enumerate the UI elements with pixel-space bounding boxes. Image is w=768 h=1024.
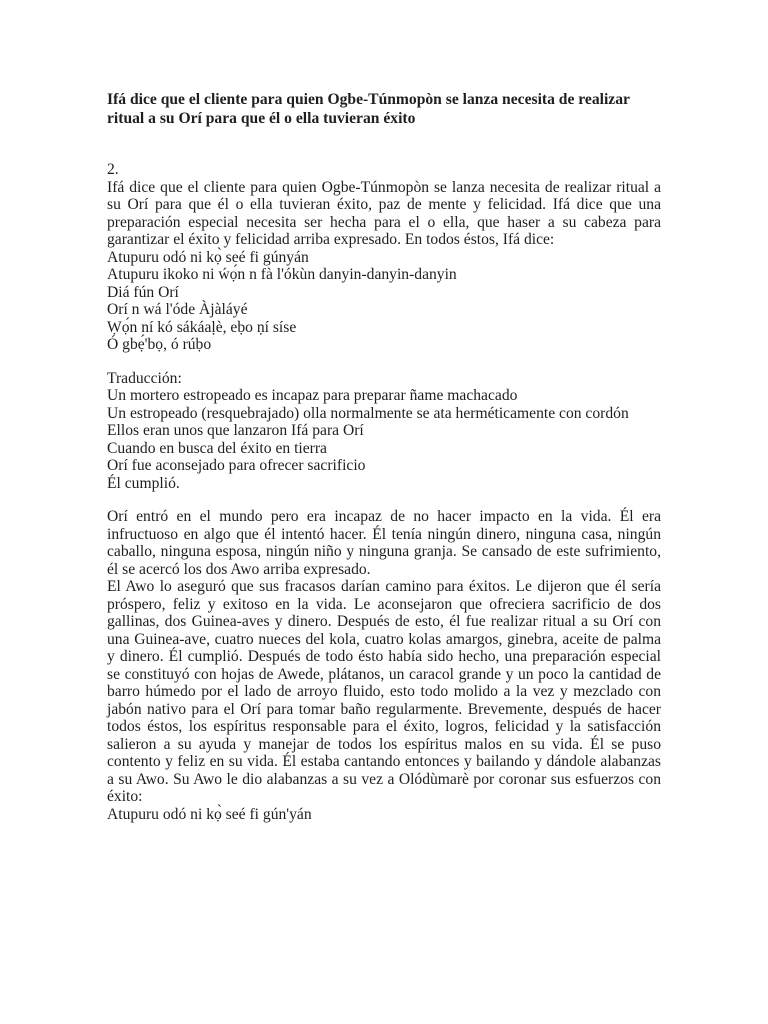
closing-verse-line: Atupuru odó ni kọ̀ seé fi gún'yán — [107, 805, 312, 823]
verse-line: Ẉọ́n ní kó sákáaḷè, eḅo ṇí síse — [107, 318, 297, 336]
body-paragraph-2: El Awo lo aseguró que sus fracasos darían camino para éxitos. Le dijeron que él sería próspero, feliz y exitoso en la vida. Le aconsejaron que ofreciera sacrificio de dos gallinas, dos Guinea-aves y dinero. Después de esto, él fue realizar ritual a su Orí con una Guinea-ave, cuatro nueces del kola, cuatro kolas amargos, ginebra, aceite de palma y dinero. Él cumplió. Después de todo ésto había sido hecho, una preparación especial se constituyó con hojas de Awede, plátanos, un caracol grande y un poco la cantidad de barro húmedo por el lado de arroyo fluido, esto todo molido a la vez y mezclado con jabón nativo para el Orí para tomar baño regularmente. Brevemente, después de hacer todos éstos, los espíritus responsable para el éxito, logros, felicidad y la satisfacción salieron a su ayuda y manejar de todos los espíritus malos en su vida. Él se puso contento y feliz en su vida. Él estaba cantando entonces y bailando y dándole alabanzas a su Awo. Su Awo le dio alabanzas a su vez a Olódùmarè por coronar sus esfuerzos con éxito: — [107, 578, 661, 805]
translation-line: Cuando en busca del éxito en tierra — [107, 439, 327, 457]
verse-line: Ó gbẹ́'bọ, ó rúḅo — [107, 336, 212, 353]
section-number: 2. — [107, 161, 119, 178]
verse-line: Atupuru odó ni kọ̀ seé fi gúnyán — [107, 248, 309, 266]
intro-paragraph: Ifá dice que el cliente para quien Ogbe-Túnmopòn se lanza necesita de realizar ritual a su Orí para que él o ella tuvieran éxito, paz de mente y felicidad. Ifá dice que una preparación especial necesita ser hecha para el o ella, que haser a su cabeza para garantizar el éxito y felicidad arriba expresado. En todos éstos, Ifá dice: — [107, 178, 661, 248]
document-title: Ifá dice que el cliente para quien Ogbe-Túnmopòn se lanza necesita de realizar ritual a su Orí para que él o ella tuvieran éxito — [107, 91, 630, 127]
verse-line: Orí n wá l'óde Àjàláyé — [107, 301, 248, 318]
verse-line: Atupuru ikoko ni ẃọ́n n fà l'ókùn danyin-danyin-danyin — [107, 266, 457, 283]
translation-line: Él cumplió. — [107, 474, 180, 492]
translation-line: Un estropeado (resquebrajado) olla normalmente se ata herméticamente con cordón — [107, 404, 629, 422]
translation-verse — [107, 387, 661, 492]
translation-heading: Traducción: — [107, 369, 182, 387]
translation-line: Orí fue aconsejado para ofrecer sacrificio — [107, 457, 366, 474]
body-paragraph-1: Orí entró en el mundo pero era incapaz de no hacer impacto en la vida. Él era infructuoso en algo que él intentó hacer. Él tenía ningún dinero, ninguna casa, ningún caballo, ninguna esposa, ningún niño y ninguna granja. Se cansado de este sufrimiento, él se acercó los dos Awo arriba expresado. — [107, 508, 661, 578]
verse-line: Diá fún Orí — [107, 283, 179, 301]
yoruba-verse — [107, 249, 661, 354]
translation-line: Ellos eran unos que lanzaron Ifá para Orí — [107, 422, 364, 439]
document-body — [107, 161, 661, 823]
translation-line: Un mortero estropeado es incapaz para preparar ñame machacado — [107, 387, 518, 404]
